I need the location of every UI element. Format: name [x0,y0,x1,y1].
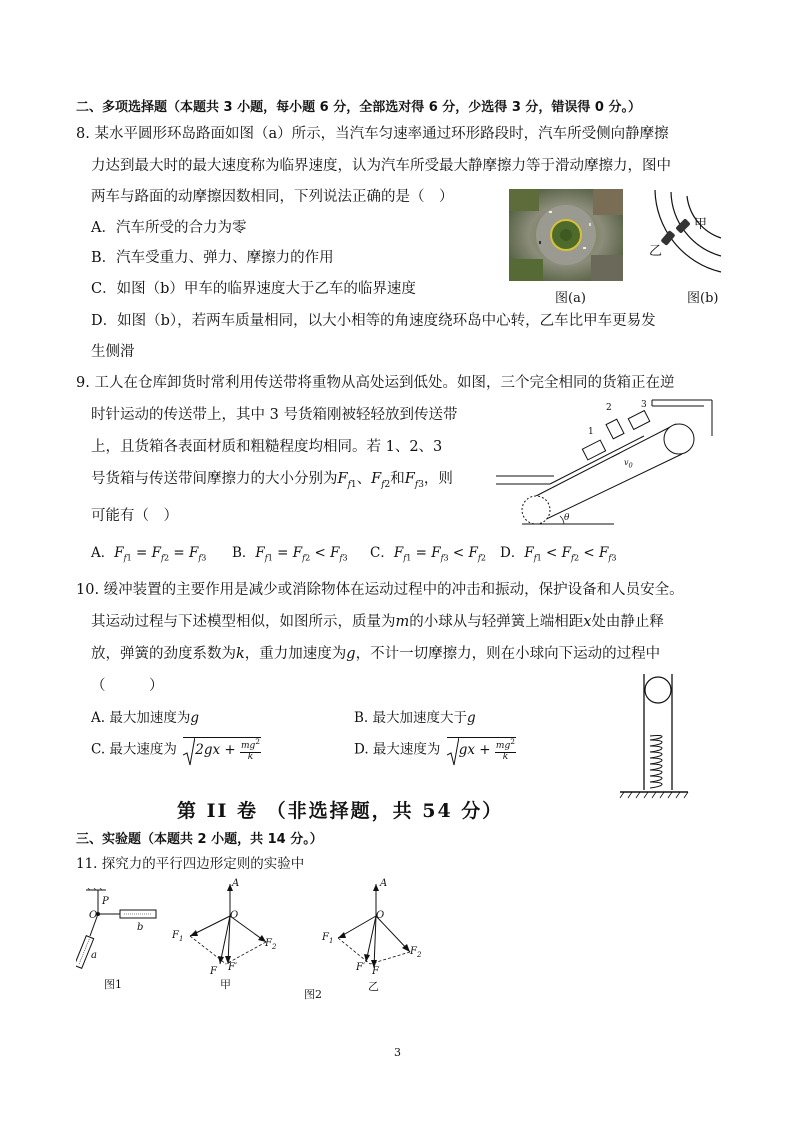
section2-heading: 二、多项选择题（本题共 3 小题，每小题 6 分，全部选对得 6 分，少选得 3 分，错误得 0 分。） [76,100,641,115]
q10-option-b-label: B. 最大加速度大于 [354,710,468,726]
q8-figure-a-photo [509,189,623,281]
q10-line2: 其运动过程与下述模型相似，如图所示，质量为m的小球从与轻弹簧上端相距x处由静止释 [91,614,664,630]
q10-line3: 放，弹簧的劲度系数为k，重力加速度为g，不计一切摩擦力，则在小球向下运动的过程中 [91,646,661,662]
q11-figure-yi-diagram [326,880,426,980]
q9-line4: 号货箱与传送带间摩擦力的大小分别为$F_{f1}$、$F_{f2}$和$F_{f3}$，则 [91,471,453,490]
q9-line4-pre: 号货箱与传送带间摩擦力的大小分别为 [91,471,338,487]
q10-option-d: D. 最大速度为 gx + $\frac{mg^2}{k}$ [354,737,516,763]
q10-line4: （ ） [91,678,164,694]
q10-option-d-label: D. 最大速度为 [354,741,441,758]
q10-option-b: B. 最大加速度大于g [354,710,476,726]
q11-yi-label-f: F [372,966,379,977]
q11-jia-label-a: A [232,878,240,889]
q9-option-c: C．$F_{f1} = F_{f3} < F_{f2}$ [370,545,486,563]
q11-yi-label-o: O [376,910,385,921]
q10-option-a: A. 最大加速度为g [91,710,199,726]
q9-label-theta: θ [564,513,570,523]
q9-line5: 可能有（ ） [91,508,178,524]
q11-figure-1-apparatus [76,888,166,980]
q11-figure-jia-caption: 甲 [220,978,231,991]
q8-figure-b-diagram [635,186,725,281]
q9-line3: 上，且货箱各表面材质和粗糙程度均相同。若 1、2、3 [91,439,443,455]
q9-line2: 时针运动的传送带上，其中 3 号货箱刚被轻轻放到传送带 [91,407,458,423]
q9-line1: 9. 工人在仓库卸货时常利用传送带将重物从高处运到低处。如图，三个完全相同的货箱正在逆 [76,375,675,391]
q8-figure-b-caption: 图(b) [687,291,719,306]
q11-jia-label-f2: $F_2$ [265,938,277,951]
q11-line1: 11. 探究力的平行四边形定则的实验中 [76,856,305,872]
q10-line1: 10. 缓冲装置的主要作用是减少或消除物体在运动过程中的冲击和振动，保护设备和人员安全。 [76,582,684,598]
page-number: 3 [394,1046,401,1059]
q9-option-b-label: B． [232,545,256,561]
q8-line3: 两车与路面的动摩擦因数相同，下列说法正确的是（ ） [91,189,454,205]
q11-yi-label-f1-text: F [322,932,329,943]
q11-jia-label-o: O [230,910,239,921]
q11-jia-label-f1-text: F [172,930,179,941]
section3-heading: 三、实验题（本题共 2 小题，共 14 分。） [76,832,323,847]
q11-yi-label-f2: $F_2$ [410,946,422,959]
q8-label-jia: 甲 [694,217,708,232]
q11-figure-2-caption: 图2 [304,988,322,1001]
q11-fig1-label-b: b [137,922,144,933]
q11-fig1-label-o: O [89,910,98,921]
q11-fig1-label-p: P [102,896,109,907]
q9-option-c-label: C． [370,545,394,561]
q8-option-c: C．如图（b）甲车的临界速度大于乙车的临界速度 [91,281,416,297]
q9-conveyor-figure [494,396,714,530]
q8-line1: 8. 某水平圆形环岛路面如图（a）所示，当汽车匀速率通过环形路段时，汽车所受侧向静摩擦 [76,126,669,142]
q10-option-a-label: A. 最大加速度为 [91,710,191,726]
q9-option-b: B．$F_{f1} = F_{f2} < F_{f3}$ [232,545,348,563]
q10-spring-tube-figure [616,672,692,800]
q11-jia-label-f: F [210,966,217,977]
q8-line2: 力达到最大时的最大速度称为临界速度，认为汽车所受最大静摩擦力等于滑动摩擦力，图中 [91,158,671,174]
q11-yi-label-f2-text: F [410,946,417,957]
q9-option-a: A．$F_{f1} = F_{f2} = F_{f3}$ [91,545,207,563]
q10-line2-b: 的小球从与轻弹簧上端相距 [409,614,584,630]
q10-line2-c: 处由静止释 [591,614,664,630]
q11-jia-label-f2-text: F [265,938,272,949]
q10-line3-a: 放，弹簧的劲度系数为 [91,646,236,662]
q11-fig1-label-a: a [91,950,97,961]
q8-label-yi: 乙 [649,244,663,259]
q11-jia-label-fprime: F′ [228,962,238,973]
q9-box-label-1: 1 [588,427,594,437]
q9-box-label-3: 3 [641,400,647,410]
q9-label-v: v [624,458,629,467]
q9-line4-sep2: 和 [390,471,405,487]
q10-line3-c: ，不计一切摩擦力，则在小球向下运动的过程中 [355,646,661,662]
q8-option-a: A．汽车所受的合力为零 [91,220,247,236]
q11-yi-label-a: A [380,878,388,889]
q11-jia-label-f1: $F_1$ [172,930,184,943]
q10-option-c: C. 最大速度为 2gx + $\frac{mg^2}{k}$ [91,737,261,763]
q9-box-label-2: 2 [606,403,612,413]
q11-yi-label-f1: $F_1$ [322,932,334,945]
q8-option-d-line1: D．如图（b），若两车质量相同，以大小相等的角速度绕环岛中心转，乙车比甲车更易发 [91,313,656,329]
q11-figure-1-caption: 图1 [104,978,122,991]
q9-option-a-label: A． [91,545,115,561]
q11-yi-label-fprime: F′ [356,962,366,973]
q9-label-v-sub: 0 [628,461,633,470]
q10-line2-a: 其运动过程与下述模型相似，如图所示，质量为 [91,614,396,630]
q9-line4-post: ，则 [423,471,453,487]
q8-option-d-line2: 生侧滑 [91,344,135,360]
q10-option-c-label: C. 最大速度为 [91,741,177,758]
q8-figure-a-caption: 图(a) [555,291,586,306]
part2-title: 第 II 卷 （非选择题，共 54 分） [177,800,504,822]
q9-option-d: D．$F_{f1} < F_{f2} < F_{f3}$ [500,545,617,563]
q9-option-d-label: D． [500,545,525,561]
q9-label-v0 [624,458,633,470]
q9-line4-sep1: 、 [356,471,372,487]
q11-figure-yi-caption: 乙 [368,980,379,993]
q8-option-b: B．汽车受重力、弹力、摩擦力的作用 [91,250,334,266]
q10-line3-b: ，重力加速度为 [244,646,347,662]
